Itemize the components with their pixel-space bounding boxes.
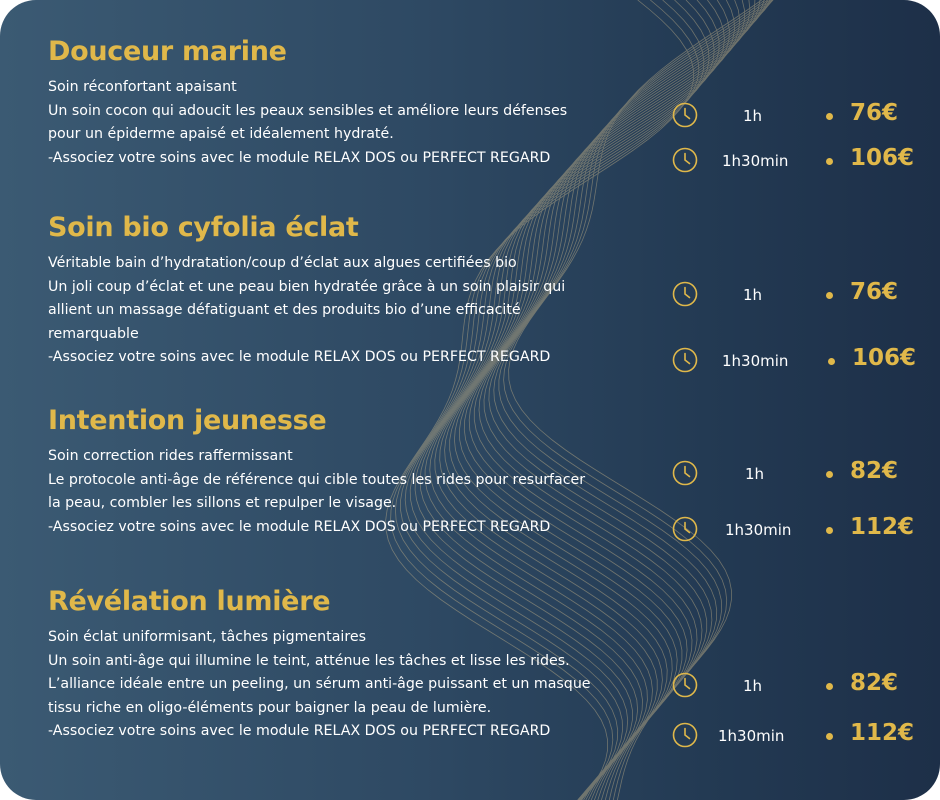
duration-label: 1h bbox=[743, 677, 763, 695]
treatment-title: Révélation lumière bbox=[48, 586, 331, 617]
bullet-dot bbox=[826, 158, 833, 165]
treatment-addon-note: -Associez votre soins avec le module RELAX DOS ou PERFECT REGARD bbox=[48, 723, 551, 739]
price-option-row bbox=[670, 100, 930, 134]
price-option-row bbox=[670, 458, 930, 492]
treatment-subtitle: Soin réconfortant apaisant bbox=[48, 79, 237, 95]
treatment-description-line: pour un épiderme apaisé et idéalement hydraté. bbox=[48, 126, 394, 142]
treatment-description-line: Le protocole anti-âge de référence qui cible toutes les rides pour resurfacer bbox=[48, 471, 586, 488]
treatment-description-line: Un soin anti-âge qui illumine le teint, atténue les tâches et lisse les rides. bbox=[48, 652, 570, 669]
treatment-description-line: tissu riche en oligo-éléments pour baigner la peau de lumière. bbox=[48, 699, 492, 716]
price-label: 112€ bbox=[850, 514, 915, 540]
duration-label: 1h30min bbox=[718, 727, 785, 745]
treatment-description-line: Un joli coup d’éclat et une peau bien hydratée grâce à un soin plaisir qui bbox=[48, 278, 566, 295]
treatment-addon-note: -Associez votre soins avec le module RELAX DOS ou PERFECT REGARD bbox=[48, 518, 551, 535]
treatment-description-line: allient un massage défatiguant et des produits bio d’une efficacité bbox=[48, 302, 521, 318]
bullet-dot bbox=[826, 527, 833, 534]
treatment-addon-note: -Associez votre soins avec le module RELAX DOS ou PERFECT REGARD bbox=[48, 349, 551, 365]
price-option-row bbox=[670, 720, 930, 754]
duration-label: 1h30min bbox=[725, 521, 792, 539]
price-label: 106€ bbox=[850, 145, 915, 171]
clock-icon bbox=[672, 722, 698, 748]
clock-icon bbox=[672, 102, 698, 128]
clock-icon bbox=[672, 516, 698, 542]
treatment-douceur-marine bbox=[48, 36, 648, 170]
treatment-description-line: Un soin cocon qui adoucit les peaux sensibles et améliore leurs défenses bbox=[48, 102, 568, 119]
treatment-subtitle: Véritable bain d’hydratation/coup d’éclat aux algues certifiées bio bbox=[48, 255, 517, 271]
clock-icon bbox=[672, 672, 698, 698]
price-label: 82€ bbox=[850, 458, 899, 484]
treatment-description-line: la peau, combler les sillons et repulper le visage. bbox=[48, 495, 397, 511]
price-label: 106€ bbox=[852, 345, 917, 371]
treatment-description-line: remarquable bbox=[48, 325, 139, 342]
duration-label: 1h30min bbox=[722, 352, 789, 370]
bullet-dot bbox=[826, 113, 833, 120]
duration-label: 1h bbox=[743, 286, 763, 304]
treatment-title: Douceur marine bbox=[48, 36, 287, 67]
clock-icon bbox=[672, 281, 698, 307]
duration-label: 1h30min bbox=[722, 152, 789, 170]
price-option-row bbox=[670, 514, 930, 548]
price-label: 112€ bbox=[850, 720, 915, 746]
treatment-revelation-lumiere bbox=[48, 586, 648, 744]
duration-label: 1h bbox=[745, 465, 765, 483]
clock-icon bbox=[672, 347, 698, 373]
bullet-dot bbox=[828, 358, 835, 365]
bullet-dot bbox=[826, 292, 833, 299]
price-label: 76€ bbox=[850, 279, 899, 305]
price-label: 76€ bbox=[850, 100, 899, 126]
duration-label: 1h bbox=[743, 107, 763, 125]
clock-icon bbox=[672, 460, 698, 486]
treatment-title: Soin bio cyfolia éclat bbox=[48, 212, 359, 243]
treatment-addon-note: -Associez votre soins avec le module RELAX DOS ou PERFECT REGARD bbox=[48, 149, 551, 166]
price-label: 82€ bbox=[850, 670, 899, 696]
treatment-soin-bio-cyfolia-eclat bbox=[48, 212, 648, 370]
price-option-row bbox=[670, 345, 930, 379]
treatment-subtitle: Soin éclat uniformisant, tâches pigmentaires bbox=[48, 629, 366, 645]
price-option-row bbox=[670, 670, 930, 704]
treatment-title: Intention jeunesse bbox=[48, 405, 327, 436]
bullet-dot bbox=[826, 471, 833, 478]
treatment-description-line: L’alliance idéale entre un peeling, un sérum anti-âge puissant et un masque bbox=[48, 676, 591, 692]
bullet-dot bbox=[826, 683, 833, 690]
treatment-subtitle: Soin correction rides raffermissant bbox=[48, 448, 293, 464]
price-option-row bbox=[670, 279, 930, 313]
treatment-intention-jeunesse bbox=[48, 405, 648, 539]
bullet-dot bbox=[826, 733, 833, 740]
price-option-row bbox=[670, 145, 930, 179]
clock-icon bbox=[672, 147, 698, 173]
